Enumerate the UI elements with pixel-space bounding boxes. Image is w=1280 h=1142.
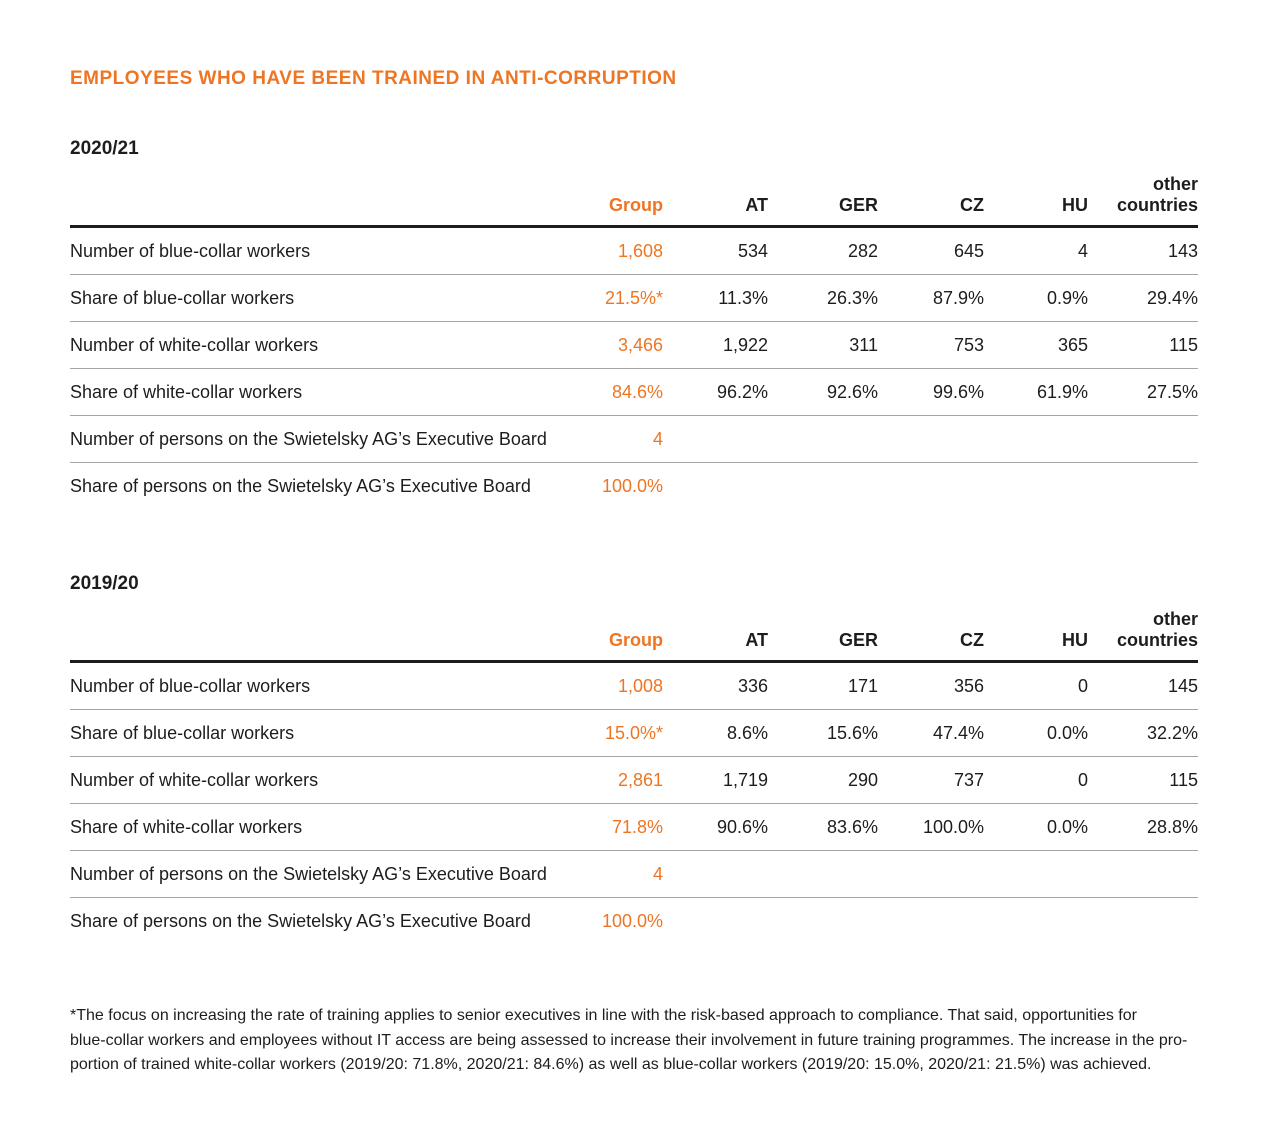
- row-label: Share of blue-collar workers: [70, 710, 560, 757]
- value-cell: 32.2%: [1088, 710, 1198, 757]
- value-cell: [663, 463, 768, 510]
- column-header-ger: GER: [768, 595, 878, 662]
- column-header-group: Group: [560, 595, 663, 662]
- value-cell: [984, 898, 1088, 945]
- group-value-cell: 1,008: [617, 676, 663, 696]
- footnote: [70, 1004, 1198, 1078]
- table-row: [70, 463, 1198, 510]
- value-cell: 645: [953, 241, 984, 261]
- value-cell: 1,719: [663, 757, 768, 804]
- table-row: [70, 804, 1198, 851]
- value-cell: [768, 898, 878, 945]
- value-cell: [768, 463, 878, 510]
- footnote-line: *The focus on increasing the rate of training applies to senior executives in line with the risk-based approach to compliance. That said, opportunities for: [70, 1007, 1137, 1024]
- footnote-line: portion of trained white-collar workers (2019/20: 71.8%, 2020/21: 84.6%) as well as blue-collar workers (2019/20: 15.0%, 2020/21: 21.5%) was achieved.: [70, 1056, 1152, 1073]
- value-cell: [1088, 463, 1198, 510]
- table-row: [70, 710, 1198, 757]
- row-label: Number of white-collar workers: [70, 757, 560, 804]
- value-cell: 100.0%: [878, 804, 984, 851]
- value-cell: [663, 898, 768, 945]
- column-header-cz: CZ: [878, 595, 984, 662]
- value-cell: 83.6%: [768, 804, 878, 851]
- row-label: Number of white-collar workers: [70, 322, 560, 369]
- column-header-empty: [70, 595, 560, 662]
- value-cell: 27.5%: [1088, 369, 1198, 416]
- group-value-cell: 3,466: [560, 322, 663, 369]
- value-cell: 145: [1167, 676, 1198, 696]
- value-cell: 115: [1088, 757, 1198, 804]
- group-value-cell: 71.8%: [560, 804, 663, 851]
- table-row: [70, 369, 1198, 416]
- table-section-2019-20: [70, 573, 1198, 944]
- value-cell: 282: [847, 241, 878, 261]
- value-cell: 143: [1167, 241, 1198, 261]
- column-header-group: Group: [560, 160, 663, 227]
- value-cell: 92.6%: [768, 369, 878, 416]
- header-row: [70, 595, 1198, 662]
- value-cell: 356: [953, 676, 984, 696]
- value-cell: 90.6%: [663, 804, 768, 851]
- column-header-other-countries: other countries: [1088, 595, 1198, 662]
- table-row: [70, 851, 1198, 898]
- header-row: [70, 160, 1198, 227]
- value-cell: [984, 416, 1088, 463]
- table-row: [70, 416, 1198, 463]
- table-row: [70, 275, 1198, 322]
- value-cell: 15.6%: [768, 710, 878, 757]
- table-section-2020-21: [70, 138, 1198, 509]
- value-cell: [878, 416, 984, 463]
- table-row: [70, 662, 1198, 710]
- value-cell: 336: [737, 676, 768, 696]
- column-header-other-countries: other countries: [1088, 160, 1198, 227]
- value-cell: [984, 851, 1088, 898]
- column-header-ger: GER: [768, 160, 878, 227]
- value-cell: 29.4%: [1088, 275, 1198, 322]
- row-label: Share of blue-collar workers: [70, 275, 560, 322]
- group-value-cell: 4: [560, 416, 663, 463]
- value-cell: [1088, 851, 1198, 898]
- value-cell: [984, 463, 1088, 510]
- table-row: [70, 757, 1198, 804]
- group-value-cell: 2,861: [560, 757, 663, 804]
- value-cell: 753: [878, 322, 984, 369]
- value-cell: 311: [768, 322, 878, 369]
- value-cell: 290: [768, 757, 878, 804]
- value-cell: 0.9%: [984, 275, 1088, 322]
- value-cell: 11.3%: [663, 275, 768, 322]
- value-cell: [1088, 416, 1198, 463]
- value-cell: 0: [1077, 676, 1088, 696]
- value-cell: 99.6%: [878, 369, 984, 416]
- value-cell: 28.8%: [1088, 804, 1198, 851]
- section-title: EMPLOYEES WHO HAVE BEEN TRAINED IN ANTI-CORRUPTION: [70, 68, 677, 89]
- value-cell: [663, 416, 768, 463]
- value-cell: 534: [737, 241, 768, 261]
- group-value-cell: 100.0%: [560, 463, 663, 510]
- group-value-cell: 84.6%: [560, 369, 663, 416]
- value-cell: [663, 851, 768, 898]
- value-cell: 0: [984, 757, 1088, 804]
- row-label: Number of blue-collar workers: [70, 241, 311, 261]
- value-cell: [878, 851, 984, 898]
- value-cell: [768, 416, 878, 463]
- column-header-empty: [70, 160, 560, 227]
- value-cell: 0.0%: [984, 804, 1088, 851]
- value-cell: [878, 463, 984, 510]
- column-header-at: AT: [663, 160, 768, 227]
- row-label: Share of white-collar workers: [70, 369, 560, 416]
- value-cell: [768, 851, 878, 898]
- group-value-cell: 4: [560, 851, 663, 898]
- group-value-cell: 21.5%*: [560, 275, 663, 322]
- column-header-hu: HU: [984, 160, 1088, 227]
- value-cell: 4: [1077, 241, 1088, 261]
- value-cell: 87.9%: [878, 275, 984, 322]
- footnote-line: blue-collar workers and employees without IT access are being assessed to increase their involvement in future training programmes. The increase in the pro-: [70, 1031, 1188, 1049]
- value-cell: [878, 898, 984, 945]
- row-label: Share of persons on the Swietelsky AG’s Executive Board: [70, 898, 560, 945]
- value-cell: 96.2%: [663, 369, 768, 416]
- value-cell: 8.6%: [663, 710, 768, 757]
- period-label-2020-21: 2020/21: [70, 138, 139, 159]
- column-header-at: AT: [663, 595, 768, 662]
- value-cell: 26.3%: [768, 275, 878, 322]
- value-cell: 365: [984, 322, 1088, 369]
- anti-corruption-table-2019-20: [70, 595, 1198, 944]
- value-cell: 171: [847, 676, 878, 696]
- value-cell: 737: [878, 757, 984, 804]
- value-cell: 1,922: [663, 322, 768, 369]
- period-label-2019-20: 2019/20: [70, 573, 139, 594]
- group-value-cell: 15.0%*: [560, 710, 663, 757]
- anti-corruption-table-2020-21: [70, 160, 1198, 509]
- value-cell: 115: [1088, 322, 1198, 369]
- value-cell: 61.9%: [984, 369, 1088, 416]
- row-label: Number of persons on the Swietelsky AG’s Executive Board: [70, 416, 560, 463]
- column-header-cz: CZ: [878, 160, 984, 227]
- column-header-hu: HU: [984, 595, 1088, 662]
- row-label: Number of persons on the Swietelsky AG’s Executive Board: [70, 851, 560, 898]
- row-label: Number of blue-collar workers: [70, 676, 311, 696]
- table-row: [70, 898, 1198, 945]
- table-row: [70, 322, 1198, 369]
- table-row: [70, 227, 1198, 275]
- group-value-cell: 1,608: [617, 241, 663, 261]
- value-cell: 47.4%: [878, 710, 984, 757]
- group-value-cell: 100.0%: [560, 898, 663, 945]
- value-cell: [1088, 898, 1198, 945]
- value-cell: 0.0%: [984, 710, 1088, 757]
- row-label: Share of white-collar workers: [70, 804, 560, 851]
- row-label: Share of persons on the Swietelsky AG’s Executive Board: [70, 463, 560, 510]
